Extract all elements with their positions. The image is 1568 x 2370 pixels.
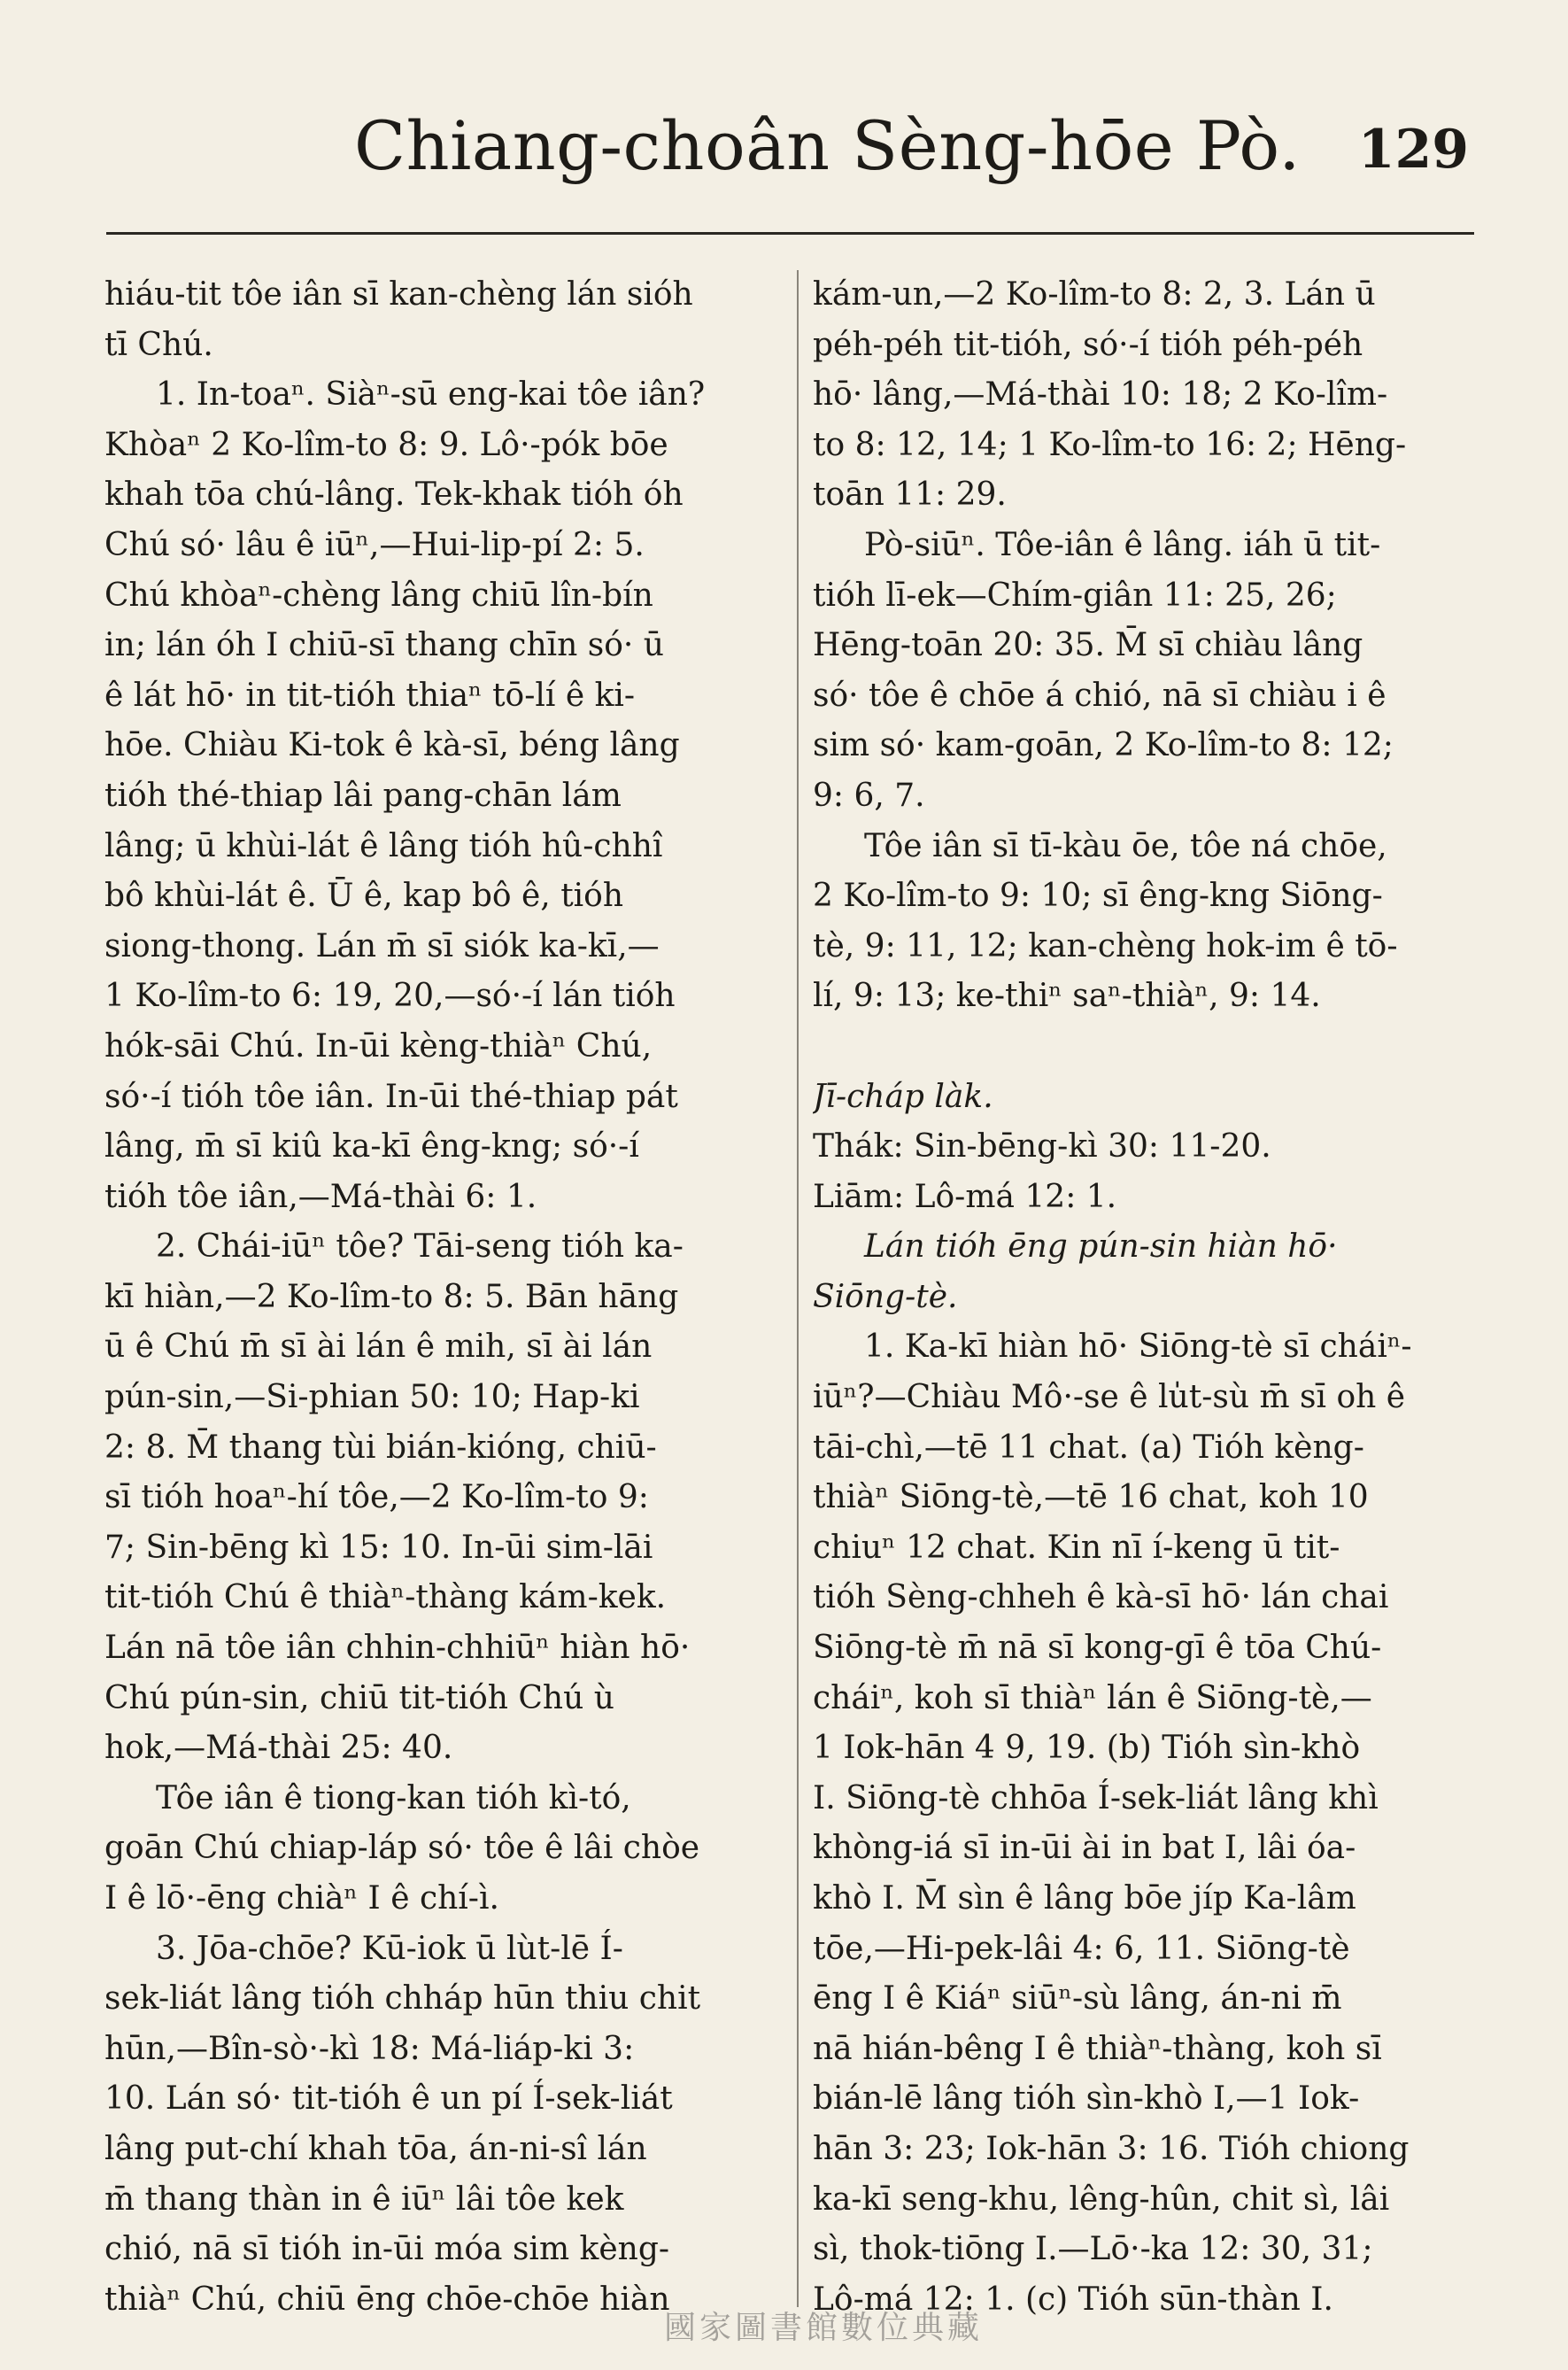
text-line: iūⁿ?—Chiàu Mô·-se ê lu̍t-sù m̄ sī oh ê: [813, 1379, 1406, 1416]
text-line: Tôe iân ê tiong-kan tióh kì-tó,: [156, 1779, 631, 1816]
text-line: 1 Ko-lîm-to 6: 19, 20,—só·-í lán tióh: [104, 978, 676, 1015]
text-line: Hēng-toān 20: 35. M̄ sī chiàu lâng: [813, 627, 1363, 664]
text-line: ēng I ê Kiáⁿ siūⁿ-sù lâng, án-ni m̄: [813, 1980, 1342, 2018]
text-line: péh-péh tit-tióh, só·-í tióh péh-péh: [813, 326, 1363, 363]
text-line: 1 Iok-hān 4 9, 19. (b) Tióh sìn-khò: [813, 1730, 1361, 1767]
text-line: khò I. M̄ sìn ê lâng bōe jíp Ka-lâm: [813, 1880, 1356, 1917]
text-line: ka-kī seng-khu, lêng-hûn, chit sì, lâi: [813, 2180, 1390, 2218]
text-line: siong-thong. Lán m̄ sī siók ka-kī,—: [104, 927, 660, 964]
text-line: tióh tôe iân,—Má-thài 6: 1.: [104, 1178, 537, 1215]
text-line: bián-lē lâng tióh sìn-khò I,—1 Iok-: [813, 2080, 1360, 2118]
text-line: Siōng-tè.: [813, 1278, 958, 1315]
text-line: khòng-iá sī in-ūi ài in bat I, lâi óa-: [813, 1830, 1356, 1867]
text-line: sī tióh hoaⁿ-hí tôe,—2 Ko-lîm-to 9:: [104, 1479, 649, 1516]
text-line: tī Chú.: [104, 326, 213, 363]
text-line: lâng, m̄ sī kiû ka-kī êng-kng; só·-í: [104, 1128, 639, 1166]
text-line: 7; Sin-bēng kì 15: 10. In-ūi sim-lāi: [104, 1529, 653, 1566]
text-line: lí, 9: 13; ke-thiⁿ saⁿ-thiàⁿ, 9: 14.: [813, 978, 1321, 1015]
text-line: hān 3: 23; Iok-hān 3: 16. Tióh chiong: [813, 2130, 1410, 2167]
text-line: sì, thok-tiōng I.—Lō·-ka 12: 30, 31;: [813, 2231, 1373, 2268]
text-line: 2 Ko-lîm-to 9: 10; sī êng-kng Siōng-: [813, 878, 1383, 915]
text-line: Pò-siūⁿ. Tôe-iân ê lâng. iáh ū tit-: [864, 526, 1381, 563]
text-line: ê lát hō· in tit-tióh thiaⁿ tō-lí ê ki-: [104, 677, 636, 714]
text-line: 10. Lán só· tit-tióh ê un pí Í-sek-liát: [104, 2080, 673, 2118]
text-line: cháiⁿ, koh sī thiàⁿ lán ê Siōng-tè,—: [813, 1679, 1372, 1716]
text-line: sek-liát lâng tióh chháp hūn thiu chit: [104, 1980, 701, 2018]
text-line: só·-í tióh tôe iân. In-ūi thé-thiap pát: [104, 1078, 678, 1115]
text-line: bô khùi-lát ê. Ū ê, kap bô ê, tióh: [104, 878, 624, 915]
text-line: Lán nā tôe iân chhin-chhiūⁿ hiàn hō·: [104, 1630, 691, 1667]
text-line: Thák: Sin-bēng-kì 30: 11-20.: [813, 1128, 1271, 1166]
running-title: Chiang-choân Sèng-hōe Pò.: [354, 106, 1301, 185]
text-line: 2. Chái-iūⁿ tôe? Tāi-seng tióh ka-: [156, 1228, 684, 1266]
text-line: hiáu-tit tôe iân sī kan-chèng lán sióh: [104, 276, 693, 313]
text-line: Tôe iân sī tī-kàu ōe, tôe ná chōe,: [864, 827, 1387, 864]
text-line: hōe. Chiàu Ki-tok ê kà-sī, béng lâng: [104, 727, 680, 764]
header-rule: [106, 232, 1474, 235]
text-line: I. Siōng-tè chhōa Í-sek-liát lâng khì: [813, 1779, 1379, 1816]
text-line: 1. In-toaⁿ. Siàⁿ-sū eng-kai tôe iân?: [156, 376, 706, 414]
text-line: só· tôe ê chōe á chió, nā sī chiàu i ê: [813, 677, 1386, 714]
page-header: [0, 106, 1568, 204]
text-line: lâng; ū khùi-lát ê lâng tióh hû-chhî: [104, 827, 663, 864]
text-line: tióh lī-ek—Chím-giân 11: 25, 26;: [813, 577, 1337, 614]
text-line: chió, nā sī tióh in-ūi móa sim kèng-: [104, 2231, 670, 2268]
text-line: toān 11: 29.: [813, 476, 1007, 514]
right-column: [813, 270, 1486, 2334]
text-line: 9: 6, 7.: [813, 777, 925, 814]
text-line: pún-sin,—Si-phian 50: 10; Hap-ki: [104, 1379, 640, 1416]
text-line: kī hiàn,—2 Ko-lîm-to 8: 5. Bān hāng: [104, 1278, 679, 1315]
text-line: [813, 1022, 1486, 1073]
text-line: hók-sāi Chú. In-ūi kèng-thiàⁿ Chú,: [104, 1027, 653, 1065]
text-line: thiàⁿ Chú, chiū ēng chōe-chōe hiàn: [104, 2281, 670, 2318]
text-line: Lán tióh ēng pún-sin hiàn hō·: [864, 1228, 1338, 1266]
text-line: to 8: 12, 14; 1 Ko-lîm-to 16: 2; Hēng-: [813, 426, 1407, 463]
text-line: Chú khòaⁿ-chèng lâng chiū lîn-bín: [104, 577, 653, 614]
text-line: hō· lâng,—Má-thài 10: 18; 2 Ko-lîm-: [813, 376, 1388, 414]
text-line: lâng put-chí khah tōa, án-ni-sî lán: [104, 2130, 647, 2167]
text-line: kám-un,—2 Ko-lîm-to 8: 2, 3. Lán ū: [813, 276, 1376, 313]
text-line: in; lán óh I chiū-sī thang chīn só· ū: [104, 627, 664, 664]
text-line: 2: 8. M̄ thang tùi bián-kióng, chiū-: [104, 1429, 657, 1466]
column-divider: [797, 270, 799, 2307]
left-column: [104, 270, 777, 2334]
text-line: Khòaⁿ 2 Ko-lîm-to 8: 9. Lô·-pók bōe: [104, 426, 668, 463]
text-line: chiuⁿ 12 chat. Kin nī í-keng ū tit-: [813, 1529, 1340, 1566]
text-line: sim só· kam-goān, 2 Ko-lîm-to 8: 12;: [813, 727, 1394, 764]
text-line: Chú pún-sin, chiū tit-tióh Chú ù: [104, 1679, 614, 1716]
text-line: tōe,—Hi-pek-lâi 4: 6, 11. Siōng-tè: [813, 1930, 1350, 1967]
text-line: 1. Ka-kī hiàn hō· Siōng-tè sī cháiⁿ-: [864, 1328, 1412, 1366]
text-line: ū ê Chú m̄ sī ài lán ê mih, sī ài lán: [104, 1328, 653, 1366]
text-line: thiàⁿ Siōng-tè,—tē 16 chat, koh 10: [813, 1479, 1369, 1516]
text-line: tióh Sèng-chheh ê kà-sī hō· lán chai: [813, 1579, 1389, 1616]
text-line: tióh thé-thiap lâi pang-chān lám: [104, 777, 622, 814]
archive-watermark: 國家圖書館數位典藏: [663, 2310, 983, 2346]
text-line: tāi-chì,—tē 11 chat. (a) Tióh kèng-: [813, 1429, 1364, 1466]
text-line: Lô-má 12: 1. (c) Tióh sūn-thàn I.: [813, 2281, 1333, 2318]
text-line: Jī-cháp làk.: [813, 1078, 993, 1115]
text-line: khah tōa chú-lâng. Tek-khak tióh óh: [104, 476, 684, 514]
text-line: nā hián-bêng I ê thiàⁿ-thàng, koh sī: [813, 2030, 1382, 2067]
text-line: tit-tióh Chú ê thiàⁿ-thàng kám-kek.: [104, 1579, 667, 1616]
text-columns: [104, 270, 1475, 2334]
text-line: m̄ thang thàn in ê iūⁿ lâi tôe kek: [104, 2180, 624, 2218]
text-line: hūn,—Bîn-sò·-kì 18: Má-liáp-ki 3:: [104, 2030, 635, 2067]
page-number: 129: [1357, 119, 1469, 181]
text-line: goān Chú chiap-láp só· tôe ê lâi chòe: [104, 1830, 700, 1867]
text-line: 3. Jōa-chōe? Kū-iok ū lùt-lē Í-: [156, 1930, 623, 1967]
text-line: Chú só· lâu ê iūⁿ,—Hui-lip-pí 2: 5.: [104, 526, 645, 563]
text-line: tè, 9: 11, 12; kan-chèng hok-im ê tō-: [813, 927, 1398, 964]
text-line: I ê lō·-ēng chiàⁿ I ê chí-ì.: [104, 1880, 499, 1917]
text-line: Siōng-tè m̄ nā sī kong-gī ê tōa Chú-: [813, 1630, 1382, 1667]
text-line: hok,—Má-thài 25: 40.: [104, 1730, 453, 1767]
text-line: Liām: Lô-má 12: 1.: [813, 1178, 1117, 1215]
